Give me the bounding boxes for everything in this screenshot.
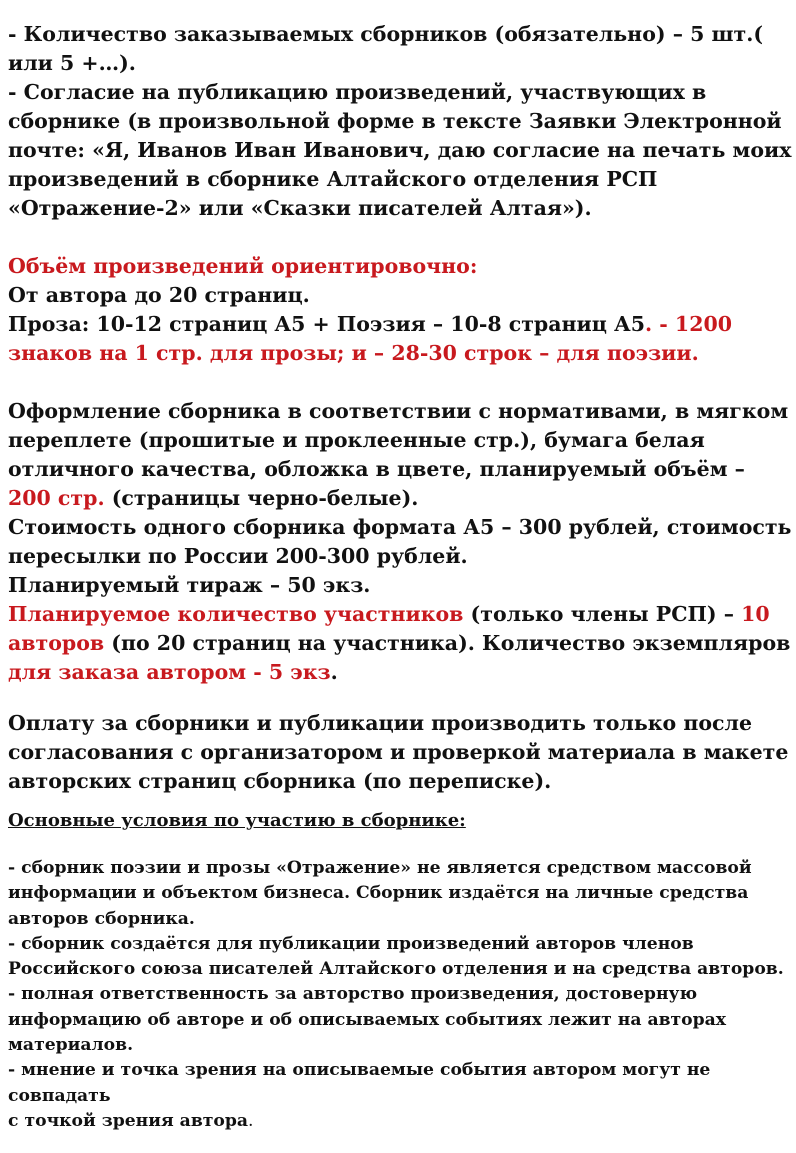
paragraph-conditions-heading	[8, 808, 792, 834]
text-segment: (по 20 страниц на участника). Количество экземпляров	[104, 631, 791, 655]
paragraph-condition-4-cont	[8, 1109, 792, 1134]
paragraph-participants	[8, 600, 792, 687]
paragraph-publication-consent	[8, 78, 792, 223]
paragraph-order-quantity	[8, 20, 792, 78]
text-segment: Планируемое количество участников	[8, 602, 464, 626]
paragraph-cost-info	[8, 513, 792, 571]
paragraph-condition-1	[8, 856, 792, 932]
text-segment: - Количество заказываемых сборников (обязательно) – 5 шт.( или 5 +…).	[8, 22, 764, 75]
paragraph-spacer	[8, 834, 792, 856]
text-segment: - сборник поэзии и прозы «Отражение» не является средством массовой информации и объектом бизнеса. Сборник издаётся на личные средства авторов сборника.	[8, 858, 752, 929]
text-segment: с точкой зрения автора	[8, 1110, 249, 1131]
text-segment: . - 1200 знаков на 1 стр. для прозы; и – 28-30 строк – для поэзии.	[8, 312, 732, 365]
paragraph-volume-author	[8, 281, 792, 310]
text-segment: Планируемый тираж – 50 экз.	[8, 573, 371, 597]
paragraph-spacer	[8, 796, 792, 808]
text-segment: Объём произведений ориентировочно:	[8, 254, 478, 278]
text-segment: для заказа автором - 5 экз	[8, 660, 331, 684]
paragraph-design-info	[8, 397, 792, 513]
text-segment: - мнение и точка зрения на описываемые события автором могут не совпадать	[8, 1060, 711, 1106]
text-segment: От автора до 20 страниц.	[8, 283, 310, 307]
text-segment: 10 авторов	[8, 602, 770, 655]
paragraph-volume-prose-poetry	[8, 310, 792, 368]
text-segment: - Согласие на публикацию произведений, участвующих в сборнике (в произвольной форме в тексте Заявки Электронной почте: «Я, Иванов Иван Иванович, даю согласие на печать моих произведений в сборнике Алтайского отделения РСП «Отражение-2» или «Сказки писателей Алтая»).	[8, 80, 792, 220]
paragraph-spacer	[8, 223, 792, 252]
text-segment: - сборник создаётся для публикации произведений авторов членов Российского союза писателей Алтайского отделения и на средства авторов.	[8, 933, 784, 980]
text-segment: Проза: 10-12 страниц А5 + Поэзия – 10-8 страниц А5	[8, 312, 646, 336]
text-segment: Оформление сборника в соответствии с нормативами, в мягком переплете (прошитые и проклеенные стр.), бумага белая отличного качества, обложка в цвете, планируемый объём –	[8, 399, 789, 481]
text-segment: (только члены РСП) –	[463, 602, 742, 626]
text-segment: Стоимость одного сборника формата А5 – 300 рублей, стоимость пересылки по России 200-300 рублей.	[8, 515, 792, 568]
paragraph-volume-title	[8, 252, 792, 281]
text-segment: - полная ответственность за авторство произведения, достоверную информацию об авторе и об описываемых событиях лежит на авторах материалов.	[8, 984, 727, 1056]
paragraph-payment	[8, 709, 792, 796]
paragraph-condition-3	[8, 982, 792, 1058]
paragraph-condition-4	[8, 1058, 792, 1109]
paragraph-spacer	[8, 687, 792, 709]
text-segment: Оплату за сборники и публикации производить только после согласования с организатором и проверкой материала в макете авторских страниц сборника (по переписке).	[8, 711, 789, 793]
text-segment: 200 стр.	[8, 486, 105, 510]
paragraph-circulation	[8, 571, 792, 600]
text-segment: .	[330, 660, 338, 684]
paragraph-condition-2	[8, 932, 792, 983]
text-segment: .	[248, 1110, 254, 1131]
text-segment: (страницы черно-белые).	[104, 486, 419, 510]
text-segment: Основные условия по участию в сборнике:	[8, 810, 466, 831]
paragraph-spacer	[8, 368, 792, 397]
document-body	[8, 20, 792, 1134]
